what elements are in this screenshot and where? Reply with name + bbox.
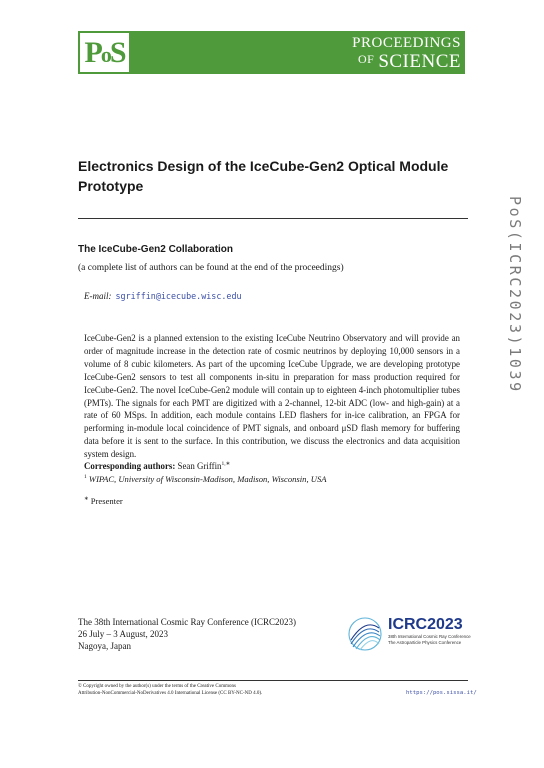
conference-dates: 26 July – 3 August, 2023 — [78, 628, 169, 639]
conference-info — [78, 617, 296, 653]
affiliation — [84, 474, 327, 484]
footer-divider — [78, 680, 468, 681]
pos-logo-p: P — [84, 35, 101, 69]
email-line — [84, 291, 242, 301]
pos-wordmark-proceedings: PROCEEDINGS — [352, 35, 461, 51]
presenter-mark: ∗ — [84, 496, 89, 503]
pos-logo-o: o — [100, 41, 110, 67]
icrc-subtitle-1: 38th International Cosmic Ray Conference — [388, 634, 471, 639]
pos-logo — [80, 33, 129, 72]
pos-url-link[interactable]: https://pos.sissa.it/ — [406, 690, 477, 696]
pos-wordmark — [129, 31, 465, 74]
pos-side-stamp: PoS(ICRC2023)1039 — [506, 196, 524, 394]
corresponding-label: Corresponding authors: — [84, 461, 176, 471]
corresponding-marks: 1,∗ — [221, 461, 231, 468]
icrc-subtitle-2: The Astroparticle Physics Conference — [388, 640, 462, 645]
conference-name: The 38th International Cosmic Ray Conference (ICRC2023) — [78, 617, 296, 627]
icrc-logo-text — [388, 616, 471, 646]
email-label: E-mail: — [84, 291, 112, 301]
copyright-line-1: © Copyright owned by the author(s) under the terms of the Creative Commons — [78, 684, 236, 689]
pos-logo-s: S — [109, 35, 125, 69]
email-link[interactable]: sgriffin@icecube.wisc.edu — [115, 291, 242, 301]
affiliation-text: WIPAC, University of Wisconsin-Madison, Madison, Wisconsin, USA — [88, 474, 327, 484]
corresponding-name: Sean Griffin — [177, 461, 222, 471]
title-divider — [78, 218, 468, 219]
pos-header-banner — [78, 31, 465, 74]
paper-title: Electronics Design of the IceCube-Gen2 Optical Module Prototype — [78, 158, 449, 194]
authors-note: (a complete list of authors can be found at the end of the proceedings) — [78, 263, 344, 273]
pos-wordmark-science-text: SCIENCE — [378, 51, 461, 72]
collaboration-name: The IceCube-Gen2 Collaboration — [78, 244, 234, 255]
pos-wordmark-science — [358, 51, 461, 73]
abstract-text: IceCube-Gen2 is a planned extension to the existing IceCube Neutrino Observatory and will provide an order of magnitude increase in the detection rate of cosmic neutrinos by deploying 10,000 sensors in a volume of 8 cubic kilometers. As part of the upcoming IceCube Upgrade, we are developing prototype IceCube-Gen2 sensors to test all components in-situ in preparation for mass production required for IceCube-Gen2. The novel IceCube-Gen2 module will contain up to eighteen 4-inch photomultiplier tubes (PMTs). The signals for each PMT are digitized with a 2-channel, 12-bit ADC (low- and high-gain) at a rate of 60 MSps. In addition, each module contains LED flashers for in-ice calibration, an FPGA for performing in-module local coincidence of PMT signals, and onboard μSD flash memory for buffering data before it is sent to the surface. In this contribution, we discuss the electronics and data acquisition system design. — [84, 333, 460, 460]
pos-wordmark-of: OF — [357, 52, 375, 66]
conference-location: Nagoya, Japan — [78, 640, 131, 651]
copyright-line-2: Attribution-NonCommercial-NoDerivatives 4.0 International License (CC BY-NC-ND 4.0). — [78, 690, 263, 696]
icrc-name: ICRC2023 — [388, 616, 463, 633]
pos-logo-text — [84, 35, 125, 69]
corresponding-authors — [84, 461, 230, 471]
affiliation-mark: 1 — [84, 474, 87, 481]
presenter-text: Presenter — [90, 496, 123, 506]
presenter-note — [84, 496, 123, 506]
copyright-notice — [78, 684, 378, 697]
